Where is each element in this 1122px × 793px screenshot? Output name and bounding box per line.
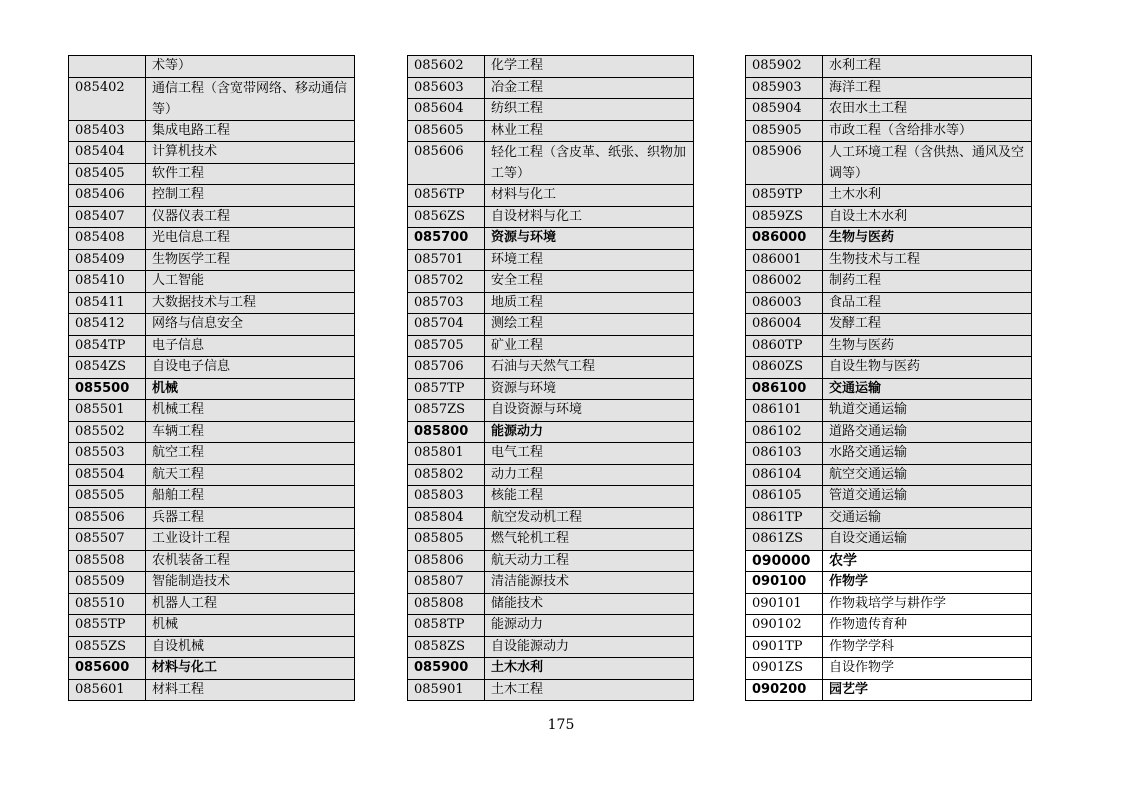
discipline-name: 生物技术与工程 — [823, 249, 1032, 271]
discipline-code: 0855ZS — [69, 636, 146, 658]
table-row — [408, 99, 694, 121]
discipline-code: 085806 — [408, 550, 485, 572]
discipline-name: 燃气轮机工程 — [485, 529, 694, 551]
discipline-code: 085801 — [408, 443, 485, 465]
discipline-table-left — [68, 55, 355, 701]
discipline-name: 自设资源与环境 — [485, 400, 694, 422]
table-row — [746, 206, 1032, 228]
discipline-code: 085903 — [746, 77, 823, 99]
discipline-name: 自设作物学 — [823, 658, 1032, 680]
table-row — [746, 550, 1032, 572]
table-row — [69, 486, 355, 508]
table-row — [746, 249, 1032, 271]
discipline-name: 环境工程 — [485, 249, 694, 271]
table-row — [746, 56, 1032, 78]
discipline-name: 航天动力工程 — [485, 550, 694, 572]
discipline-code: 085602 — [408, 56, 485, 78]
table-row — [408, 271, 694, 293]
table-row — [408, 443, 694, 465]
discipline-name: 大数据技术与工程 — [146, 292, 355, 314]
table-row — [746, 572, 1032, 594]
discipline-name: 智能制造技术 — [146, 572, 355, 594]
discipline-code: 0901TP — [746, 636, 823, 658]
table-row — [69, 142, 355, 164]
discipline-name: 集成电路工程 — [146, 120, 355, 142]
table-row — [746, 335, 1032, 357]
discipline-name: 清洁能源技术 — [485, 572, 694, 594]
table-row — [408, 56, 694, 78]
discipline-name: 资源与环境 — [485, 228, 694, 250]
discipline-code: 085605 — [408, 120, 485, 142]
discipline-name: 机器人工程 — [146, 593, 355, 615]
discipline-name: 自设交通运输 — [823, 529, 1032, 551]
discipline-code: 0860ZS — [746, 357, 823, 379]
table-row — [408, 593, 694, 615]
discipline-code: 085412 — [69, 314, 146, 336]
discipline-name: 电气工程 — [485, 443, 694, 465]
discipline-code: 086002 — [746, 271, 823, 293]
discipline-code: 085510 — [69, 593, 146, 615]
discipline-name: 自设生物与医药 — [823, 357, 1032, 379]
discipline-code: 085600 — [69, 658, 146, 680]
discipline-name: 作物学学科 — [823, 636, 1032, 658]
discipline-code: 085503 — [69, 443, 146, 465]
discipline-name: 仪器仪表工程 — [146, 206, 355, 228]
table-row — [69, 378, 355, 400]
table-row — [408, 421, 694, 443]
discipline-code: 085411 — [69, 292, 146, 314]
table-row — [69, 357, 355, 379]
table-row — [746, 615, 1032, 637]
discipline-code: 090200 — [746, 679, 823, 701]
discipline-name: 兵器工程 — [146, 507, 355, 529]
discipline-code: 085502 — [69, 421, 146, 443]
table-row — [408, 142, 694, 185]
discipline-code: 085403 — [69, 120, 146, 142]
table-row — [746, 464, 1032, 486]
table-row — [746, 142, 1032, 185]
discipline-name: 纺织工程 — [485, 99, 694, 121]
discipline-name: 生物医学工程 — [146, 249, 355, 271]
discipline-name: 能源动力 — [485, 421, 694, 443]
discipline-code: 085407 — [69, 206, 146, 228]
discipline-code: 086101 — [746, 400, 823, 422]
discipline-code: 0861ZS — [746, 529, 823, 551]
discipline-code: 086003 — [746, 292, 823, 314]
table-row — [746, 421, 1032, 443]
discipline-code: 085906 — [746, 142, 823, 185]
table-row — [69, 249, 355, 271]
table-row — [408, 77, 694, 99]
discipline-code: 0854ZS — [69, 357, 146, 379]
discipline-name: 轻化工程（含皮革、纸张、织物加工等） — [485, 142, 694, 185]
discipline-code: 085703 — [408, 292, 485, 314]
discipline-code: 0858TP — [408, 615, 485, 637]
discipline-name: 航空工程 — [146, 443, 355, 465]
table-row — [69, 421, 355, 443]
discipline-name: 能源动力 — [485, 615, 694, 637]
table-row — [746, 636, 1032, 658]
table-row — [746, 314, 1032, 336]
discipline-name: 作物栽培学与耕作学 — [823, 593, 1032, 615]
discipline-name: 船舶工程 — [146, 486, 355, 508]
table-row — [69, 464, 355, 486]
table-row — [69, 507, 355, 529]
discipline-code: 085408 — [69, 228, 146, 250]
table-row — [69, 314, 355, 336]
table-row — [746, 77, 1032, 99]
discipline-code: 085904 — [746, 99, 823, 121]
discipline-name: 海洋工程 — [823, 77, 1032, 99]
discipline-name: 林业工程 — [485, 120, 694, 142]
discipline-name: 自设电子信息 — [146, 357, 355, 379]
table-row — [746, 357, 1032, 379]
discipline-name: 控制工程 — [146, 185, 355, 207]
discipline-code: 085704 — [408, 314, 485, 336]
discipline-name: 安全工程 — [485, 271, 694, 293]
discipline-name: 材料工程 — [146, 679, 355, 701]
discipline-name: 土木水利 — [823, 185, 1032, 207]
discipline-name: 园艺学 — [823, 679, 1032, 701]
discipline-code: 085700 — [408, 228, 485, 250]
discipline-code: 0856TP — [408, 185, 485, 207]
table-row — [408, 378, 694, 400]
discipline-name: 机械工程 — [146, 400, 355, 422]
table-row — [746, 228, 1032, 250]
discipline-name: 市政工程（含给排水等） — [823, 120, 1032, 142]
discipline-code: 085405 — [69, 163, 146, 185]
discipline-code: 0858ZS — [408, 636, 485, 658]
discipline-name: 软件工程 — [146, 163, 355, 185]
discipline-name: 土木工程 — [485, 679, 694, 701]
table-row — [746, 529, 1032, 551]
discipline-name: 作物学 — [823, 572, 1032, 594]
discipline-code: 090000 — [746, 550, 823, 572]
discipline-table-middle — [407, 55, 694, 701]
discipline-code: 085606 — [408, 142, 485, 185]
table-row — [408, 615, 694, 637]
table-row — [408, 120, 694, 142]
table-row — [746, 185, 1032, 207]
discipline-name: 轨道交通运输 — [823, 400, 1032, 422]
discipline-name: 材料与化工 — [485, 185, 694, 207]
discipline-code: 085706 — [408, 357, 485, 379]
discipline-name: 交通运输 — [823, 507, 1032, 529]
discipline-code: 086000 — [746, 228, 823, 250]
table-row — [746, 378, 1032, 400]
table-row — [69, 271, 355, 293]
discipline-code: 085804 — [408, 507, 485, 529]
table-row — [746, 120, 1032, 142]
discipline-code — [69, 56, 146, 78]
discipline-code: 0854TP — [69, 335, 146, 357]
discipline-code: 086004 — [746, 314, 823, 336]
table-row — [746, 400, 1032, 422]
discipline-name: 水利工程 — [823, 56, 1032, 78]
discipline-name: 车辆工程 — [146, 421, 355, 443]
table-row — [746, 507, 1032, 529]
table-row — [408, 486, 694, 508]
discipline-table-right — [745, 55, 1032, 701]
discipline-code: 085901 — [408, 679, 485, 701]
discipline-name: 自设机械 — [146, 636, 355, 658]
discipline-code: 0901ZS — [746, 658, 823, 680]
discipline-code: 085805 — [408, 529, 485, 551]
discipline-name: 冶金工程 — [485, 77, 694, 99]
discipline-name: 术等） — [146, 56, 355, 78]
discipline-name: 电子信息 — [146, 335, 355, 357]
discipline-code: 0857TP — [408, 378, 485, 400]
discipline-code: 085601 — [69, 679, 146, 701]
table-row — [69, 292, 355, 314]
discipline-code: 085506 — [69, 507, 146, 529]
table-row — [746, 271, 1032, 293]
discipline-code: 0857ZS — [408, 400, 485, 422]
table-row — [746, 593, 1032, 615]
table-row — [408, 335, 694, 357]
discipline-name: 自设材料与化工 — [485, 206, 694, 228]
discipline-name: 地质工程 — [485, 292, 694, 314]
discipline-name: 核能工程 — [485, 486, 694, 508]
page-number: 175 — [547, 717, 575, 733]
discipline-code: 085603 — [408, 77, 485, 99]
table-row — [69, 443, 355, 465]
discipline-code: 085702 — [408, 271, 485, 293]
table-row — [408, 249, 694, 271]
table-row — [408, 314, 694, 336]
discipline-code: 085802 — [408, 464, 485, 486]
table-row — [746, 679, 1032, 701]
discipline-code: 085900 — [408, 658, 485, 680]
discipline-code: 090101 — [746, 593, 823, 615]
table-row — [746, 486, 1032, 508]
discipline-name: 化学工程 — [485, 56, 694, 78]
table-row — [408, 292, 694, 314]
discipline-code: 090102 — [746, 615, 823, 637]
discipline-code: 0856ZS — [408, 206, 485, 228]
table-row — [408, 679, 694, 701]
table-row — [408, 464, 694, 486]
discipline-code: 085803 — [408, 486, 485, 508]
discipline-code: 0861TP — [746, 507, 823, 529]
discipline-name: 人工环境工程（含供热、通风及空调等） — [823, 142, 1032, 185]
discipline-name: 计算机技术 — [146, 142, 355, 164]
discipline-name: 通信工程（含宽带网络、移动通信等） — [146, 77, 355, 120]
discipline-code: 086105 — [746, 486, 823, 508]
table-row — [746, 658, 1032, 680]
table-row — [408, 400, 694, 422]
discipline-code: 085701 — [408, 249, 485, 271]
discipline-code: 086001 — [746, 249, 823, 271]
discipline-name: 发酵工程 — [823, 314, 1032, 336]
discipline-name: 航空发动机工程 — [485, 507, 694, 529]
discipline-code: 0855TP — [69, 615, 146, 637]
table-row — [69, 636, 355, 658]
discipline-code: 085410 — [69, 271, 146, 293]
discipline-code: 085507 — [69, 529, 146, 551]
table-row — [69, 593, 355, 615]
table-row — [408, 228, 694, 250]
table-row — [408, 550, 694, 572]
discipline-name: 生物与医药 — [823, 228, 1032, 250]
table-row — [69, 185, 355, 207]
discipline-code: 085705 — [408, 335, 485, 357]
discipline-name: 农田水土工程 — [823, 99, 1032, 121]
discipline-code: 085504 — [69, 464, 146, 486]
discipline-name: 土木水利 — [485, 658, 694, 680]
discipline-code: 085604 — [408, 99, 485, 121]
discipline-name: 光电信息工程 — [146, 228, 355, 250]
discipline-name: 航空交通运输 — [823, 464, 1032, 486]
discipline-name: 制药工程 — [823, 271, 1032, 293]
discipline-name: 机械 — [146, 615, 355, 637]
table-row — [69, 572, 355, 594]
table-row — [69, 529, 355, 551]
discipline-code: 086104 — [746, 464, 823, 486]
table-row — [69, 658, 355, 680]
table-row — [69, 77, 355, 120]
discipline-name: 生物与医药 — [823, 335, 1032, 357]
table-row — [408, 572, 694, 594]
table-row — [69, 206, 355, 228]
table-row — [69, 163, 355, 185]
discipline-name: 水路交通运输 — [823, 443, 1032, 465]
discipline-name: 航天工程 — [146, 464, 355, 486]
discipline-code: 0860TP — [746, 335, 823, 357]
discipline-code: 0859ZS — [746, 206, 823, 228]
discipline-name: 动力工程 — [485, 464, 694, 486]
discipline-code: 086102 — [746, 421, 823, 443]
table-row — [408, 636, 694, 658]
discipline-name: 机械 — [146, 378, 355, 400]
table-row — [69, 550, 355, 572]
discipline-name: 人工智能 — [146, 271, 355, 293]
table-row — [408, 357, 694, 379]
discipline-name: 自设能源动力 — [485, 636, 694, 658]
discipline-name: 交通运输 — [823, 378, 1032, 400]
discipline-code: 085808 — [408, 593, 485, 615]
discipline-code: 090100 — [746, 572, 823, 594]
discipline-name: 农学 — [823, 550, 1032, 572]
discipline-name: 自设土木水利 — [823, 206, 1032, 228]
table-row — [746, 443, 1032, 465]
discipline-name: 道路交通运输 — [823, 421, 1032, 443]
discipline-code: 085902 — [746, 56, 823, 78]
discipline-name: 管道交通运输 — [823, 486, 1032, 508]
discipline-code: 085905 — [746, 120, 823, 142]
discipline-code: 085807 — [408, 572, 485, 594]
discipline-name: 储能技术 — [485, 593, 694, 615]
table-row — [69, 615, 355, 637]
table-row — [746, 99, 1032, 121]
table-row — [69, 56, 355, 78]
discipline-code: 085406 — [69, 185, 146, 207]
discipline-code: 086100 — [746, 378, 823, 400]
discipline-code: 085509 — [69, 572, 146, 594]
table-row — [408, 529, 694, 551]
discipline-code: 085508 — [69, 550, 146, 572]
discipline-code: 0859TP — [746, 185, 823, 207]
discipline-name: 网络与信息安全 — [146, 314, 355, 336]
discipline-code: 085501 — [69, 400, 146, 422]
discipline-code: 085800 — [408, 421, 485, 443]
table-row — [408, 206, 694, 228]
discipline-name: 矿业工程 — [485, 335, 694, 357]
discipline-name: 作物遗传育种 — [823, 615, 1032, 637]
discipline-code: 085402 — [69, 77, 146, 120]
discipline-name: 石油与天然气工程 — [485, 357, 694, 379]
table-row — [69, 228, 355, 250]
discipline-code: 085505 — [69, 486, 146, 508]
discipline-name: 资源与环境 — [485, 378, 694, 400]
discipline-code: 085409 — [69, 249, 146, 271]
discipline-name: 农机装备工程 — [146, 550, 355, 572]
discipline-name: 工业设计工程 — [146, 529, 355, 551]
discipline-name: 测绘工程 — [485, 314, 694, 336]
discipline-code: 085500 — [69, 378, 146, 400]
discipline-code: 085404 — [69, 142, 146, 164]
table-row — [69, 120, 355, 142]
discipline-name: 食品工程 — [823, 292, 1032, 314]
table-row — [408, 658, 694, 680]
table-row — [746, 292, 1032, 314]
table-row — [69, 679, 355, 701]
discipline-code: 086103 — [746, 443, 823, 465]
table-row — [69, 400, 355, 422]
table-row — [69, 335, 355, 357]
table-row — [408, 507, 694, 529]
discipline-name: 材料与化工 — [146, 658, 355, 680]
table-row — [408, 185, 694, 207]
